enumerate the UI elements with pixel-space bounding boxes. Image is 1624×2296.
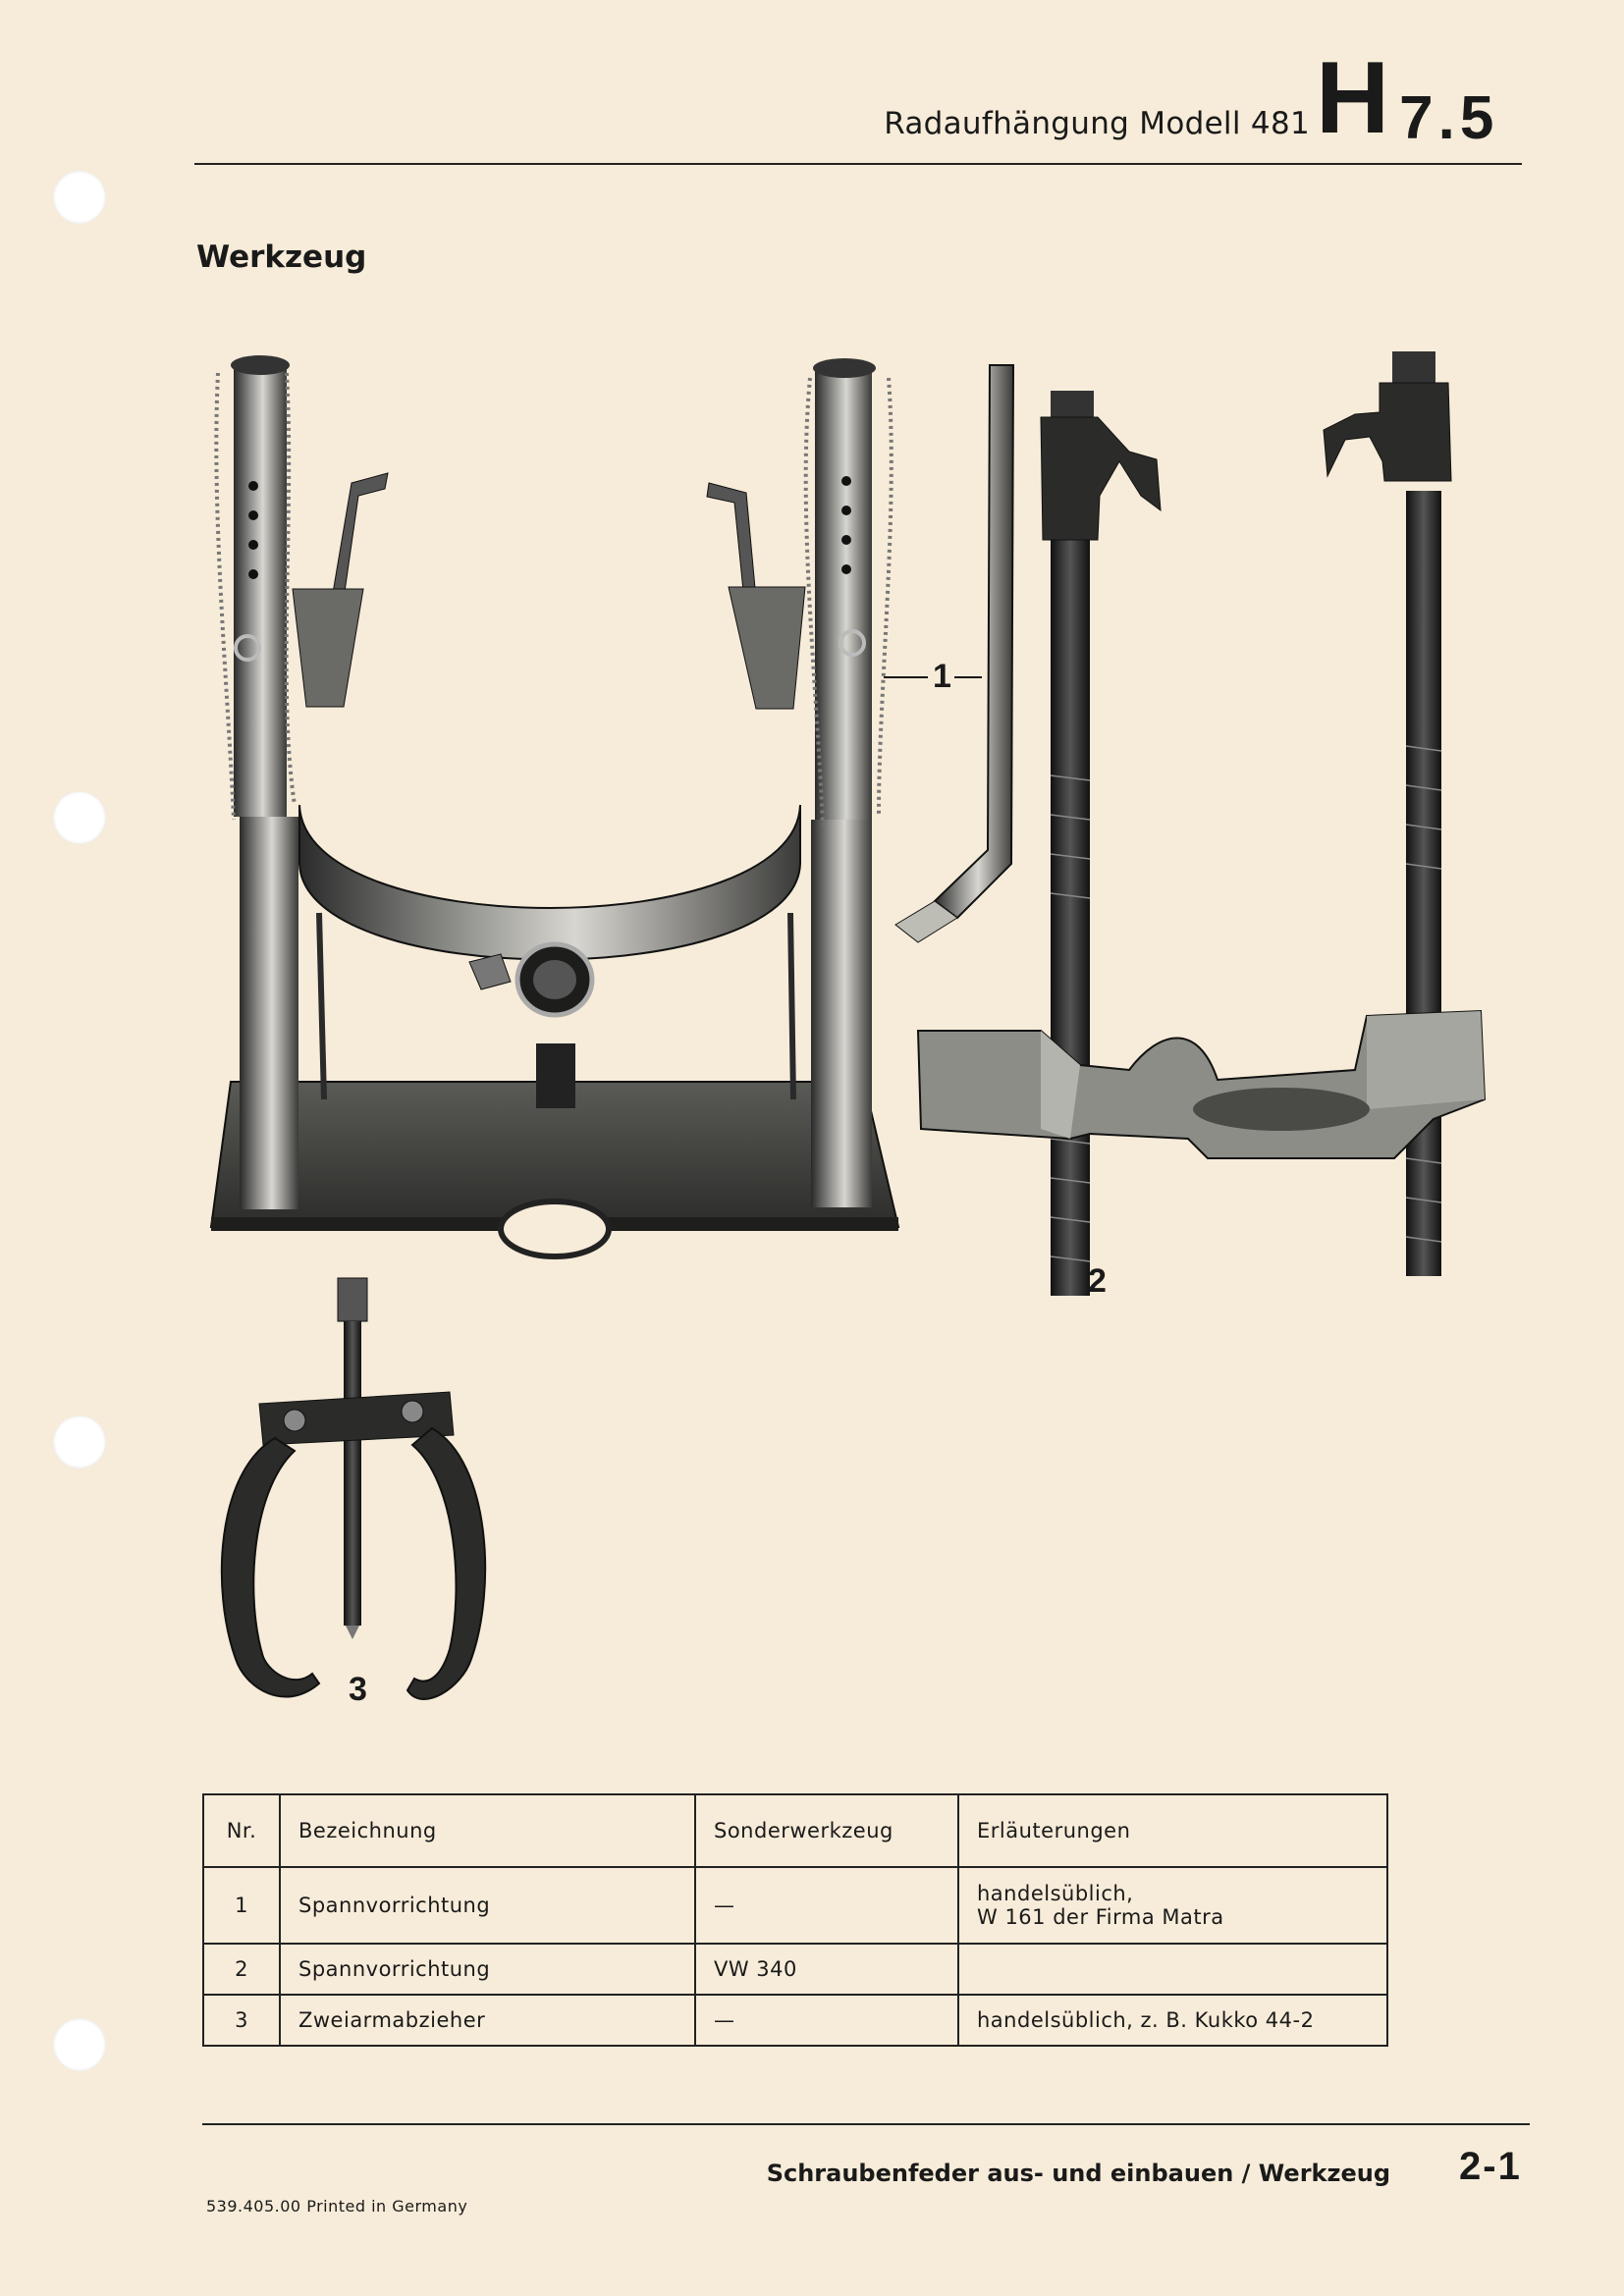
section-letter: H [1316, 41, 1390, 155]
callout-2: 2 [1088, 1262, 1107, 1300]
lever-bar [935, 365, 1013, 918]
table-row [203, 1944, 1387, 1995]
row-1-notes-line-2: W 161 der Firma Matra [977, 1905, 1224, 1929]
puller-spindle [344, 1321, 361, 1626]
right-column-lower [811, 820, 872, 1207]
footer-rule [202, 2123, 1530, 2125]
left-lever [332, 473, 388, 599]
row-1-notes [958, 1867, 1387, 1944]
right-chain-outer [879, 378, 892, 815]
row-3-nr: 3 [203, 1995, 280, 2046]
left-tie-rod [319, 913, 324, 1099]
row-1-special: — [695, 1867, 958, 1944]
row-2-special: VW 340 [695, 1944, 958, 1995]
col-header-erlaeuterungen: Erläuterungen [958, 1794, 1387, 1867]
section-title: Werkzeug [196, 240, 367, 275]
page-number: 2-1 [1459, 2145, 1522, 2188]
clamp-band [299, 805, 800, 960]
col-header-bezeichnung: Bezeichnung [280, 1794, 695, 1867]
row-2-nr: 2 [203, 1944, 280, 1995]
section-number: 7.5 [1399, 84, 1499, 152]
tool-1-lever-bar [884, 365, 1013, 942]
right-tie-rod [790, 913, 793, 1099]
left-column-lower [240, 817, 298, 1209]
left-spring-hook [1041, 417, 1161, 540]
puller-top-nut [338, 1278, 367, 1321]
row-2-notes [958, 1944, 1387, 1995]
right-column-cap [813, 358, 876, 378]
callout-3: 3 [349, 1671, 367, 1708]
row-3-notes: handelsüblich, z. B. Kukko 44-2 [958, 1995, 1387, 2046]
left-top-nut [1051, 391, 1094, 420]
right-top-nut [1392, 351, 1435, 385]
thread-lines [1051, 746, 1441, 1261]
table-row [203, 1867, 1387, 1944]
yoke-bolt-left [284, 1410, 305, 1431]
base-cutout [501, 1201, 609, 1256]
print-code: 539.405.00 Printed in Germany [206, 2197, 468, 2216]
callout-1: 1 [933, 658, 951, 695]
right-column-upper [815, 368, 872, 820]
row-3-name: Zweiarmabzieher [280, 1995, 695, 2046]
wing-nut [469, 954, 511, 989]
row-1-name: Spannvorrichtung [280, 1867, 695, 1944]
yoke-bolt-right [402, 1401, 423, 1422]
col-header-nr: Nr. [203, 1794, 280, 1867]
tool-3-two-arm-puller [222, 1278, 485, 1699]
saddle-face-right [1367, 1011, 1485, 1109]
table-row [203, 1995, 1387, 2046]
tool-1-spring-compressor-stand [211, 355, 898, 1256]
row-3-special: — [695, 1995, 958, 2046]
footer-title: Schraubenfeder aus- und einbauen / Werkzeug [766, 2160, 1390, 2187]
table-header-row [203, 1794, 1387, 1867]
left-column-cap [231, 355, 290, 375]
row-1-nr: 1 [203, 1867, 280, 1944]
row-2-name: Spannvorrichtung [280, 1944, 695, 1995]
left-column-upper [234, 365, 287, 817]
punch-hole-4 [53, 2018, 106, 2071]
center-block [536, 1043, 575, 1108]
row-1-notes-line-1: handelsüblich, [977, 1882, 1134, 1905]
header-title: Radaufhängung Modell 481 [884, 106, 1310, 141]
right-spring-hook [1324, 383, 1451, 481]
puller-arm-left [222, 1438, 319, 1697]
right-lever [707, 483, 756, 601]
tools-table [202, 1793, 1388, 2047]
left-bracket [293, 589, 363, 707]
col-header-sonderwerkzeug: Sonderwerkzeug [695, 1794, 958, 1867]
puller-arm-right [407, 1428, 485, 1699]
right-bracket [729, 587, 805, 709]
left-chain-outer [216, 373, 234, 820]
band-clamp-bore [533, 960, 576, 999]
saddle-cup [1193, 1088, 1370, 1131]
puller-spindle-tip [346, 1626, 359, 1639]
